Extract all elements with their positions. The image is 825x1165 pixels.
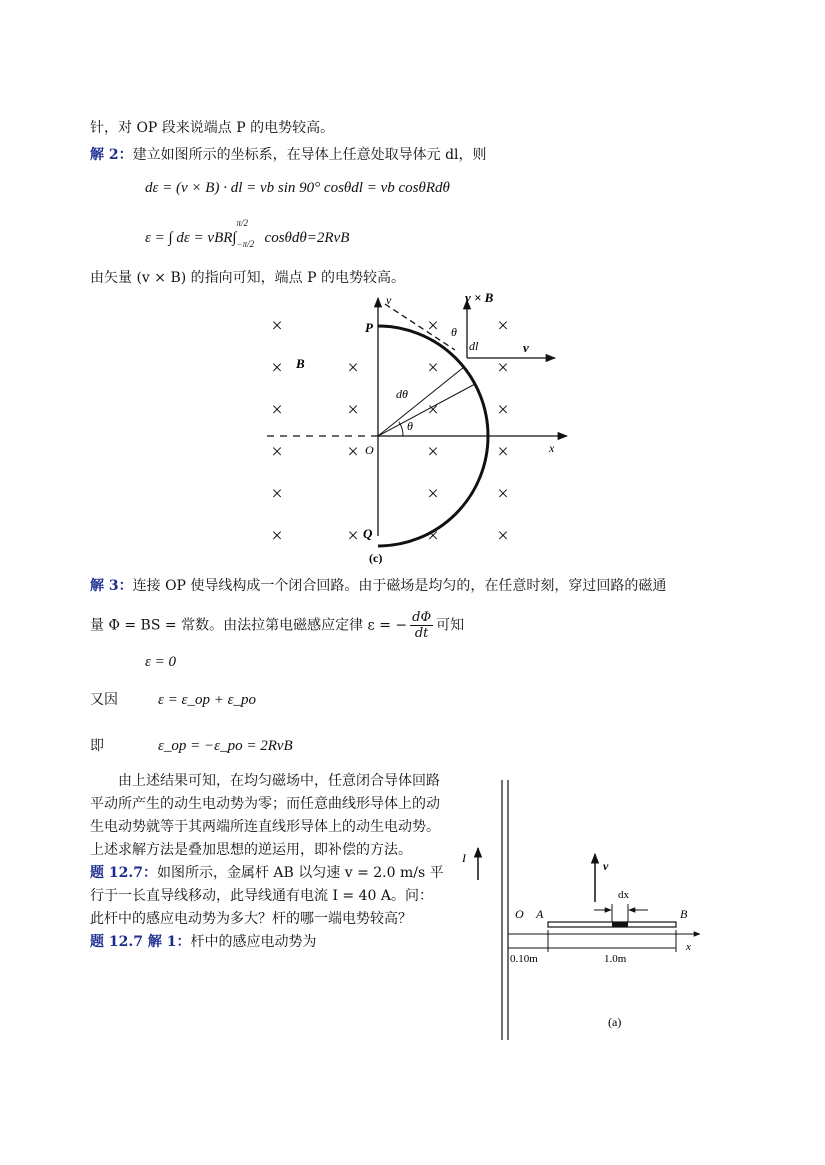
figure-c [255,290,585,570]
label-O-a: O [515,907,524,921]
solution-2-conclusion: 由矢量 (v × B) 的指向可知，端点 P 的电势较高。 [90,270,405,286]
intro-line: 针，对 OP 段来说端点 P 的电势较高。 [90,120,335,136]
svg-text:×: × [427,483,439,505]
solution-3-text-1: 连接 OP 使导线构成一个闭合回路。由于磁场是均匀的，在任意时刻，穿过回路的磁通 [132,578,667,594]
problem-12-7 [90,862,445,931]
solution-3-label: 解 3： [90,578,133,594]
label-theta: θ [407,419,413,433]
label-v-axis: v [386,293,392,307]
figure-a [460,770,700,1040]
eq2-lhs: ε = ∫ dε = vBR∫ [145,230,237,246]
equation-de: dε = (v × B) · dl = vb sin 90° cosθdl = vb cosθRdθ [145,180,450,196]
solution-12-7-text: 杆中的感应电动势为 [190,934,317,950]
label-v-right: v [523,340,529,355]
problem-12-7-label: 题 12.7： [90,865,157,881]
label-A: A [536,907,544,921]
eq2-lower-limit: −π/2 [236,239,255,249]
svg-text:×: × [497,441,509,463]
svg-text:×: × [347,357,359,379]
label-vxb: v × B [465,290,494,305]
paragraph-block [90,770,445,954]
radius-line-1 [378,367,464,436]
svg-text:×: × [497,399,509,421]
equation-epsilon-zero: ε = 0 [145,654,177,670]
svg-text:×: × [347,525,359,547]
problem-12-7-text: 如图所示，金属杆 AB 以匀速 v = 2.0 m/s 平行于一长直导线移动，此导线通有电流 I = 40 A。问：此杆中的感应电动势为多大？杆的哪一端电势较高？ [90,865,444,927]
label-distance-010: 0.10m [510,953,538,965]
label-x: x [549,441,555,455]
svg-text:×: × [347,441,359,463]
paragraph-conclusion: 由上述结果可知，在均匀磁场中，任意闭合导体回路平动所产生的动生电动势为零；而任意曲线形导体上的动生电动势就等于其两端所连直线形导体上的动生电动势。上述求解方法是叠加思想的逆运用，即补偿的方法。 [90,773,440,858]
svg-text:×: × [271,483,283,505]
svg-text:×: × [427,399,439,421]
equation-epsilon-final: ε_op = −ε_po = 2RvB [158,738,293,754]
svg-text:×: × [427,525,439,547]
label-P: P [365,320,373,335]
rod-element-dx [612,922,628,927]
fraction-numerator: dΦ [412,610,432,625]
solution-2-text: 建立如图所示的坐标系，在导体上任意处取导体元 dl，则 [132,147,487,163]
solution-2-label: 解 2： [90,147,133,163]
label-B-a: B [680,907,688,921]
label-theta-top: θ [451,325,457,339]
radius-line-2 [378,384,475,436]
solution-2-line [90,145,487,165]
fraction-denominator: dt [414,626,429,641]
svg-text:×: × [497,315,509,337]
ji-label: 即 [90,738,104,754]
svg-text:×: × [271,441,283,463]
solution-3-line-2 [90,610,464,646]
youyin-label: 又因 [90,692,118,708]
label-O: O [365,443,374,457]
solution-12-7-label: 题 12.7 解 1： [90,934,191,950]
svg-text:×: × [271,315,283,337]
problem-12-7-solution [90,931,445,954]
solution-3-text-2a: 量 Φ = BS = 常数。由法拉第电磁感应定律 ε = − [90,617,408,634]
label-I: I [462,851,466,865]
label-x-a: x [686,941,691,953]
svg-text:×: × [271,399,283,421]
solution-3-text-2b: 可知 [436,617,465,634]
svg-text:×: × [427,441,439,463]
svg-text:×: × [497,357,509,379]
svg-text:×: × [497,483,509,505]
solution-3-line-1 [90,576,666,596]
label-B: B [296,356,305,371]
svg-text:×: × [497,525,509,547]
label-dx: dx [618,889,629,901]
label-dl: dl [469,339,479,353]
figure-c-caption: (c) [369,551,383,565]
svg-text:×: × [271,357,283,379]
svg-text:×: × [347,399,359,421]
figure-a-caption: (a) [608,1015,622,1029]
label-dtheta: dθ [396,387,408,401]
label-v: v [603,859,609,873]
label-Q: Q [363,526,373,541]
svg-text:×: × [427,357,439,379]
equation-epsilon-integral [145,218,350,252]
eq2-rhs: cosθdθ=2RvB [264,230,350,246]
eq2-upper-limit: π/2 [236,218,249,228]
label-distance-10: 1.0m [604,953,627,965]
svg-text:×: × [427,315,439,337]
svg-text:×: × [271,525,283,547]
equation-epsilon-sum: ε = ε_op + ε_po [158,692,256,708]
